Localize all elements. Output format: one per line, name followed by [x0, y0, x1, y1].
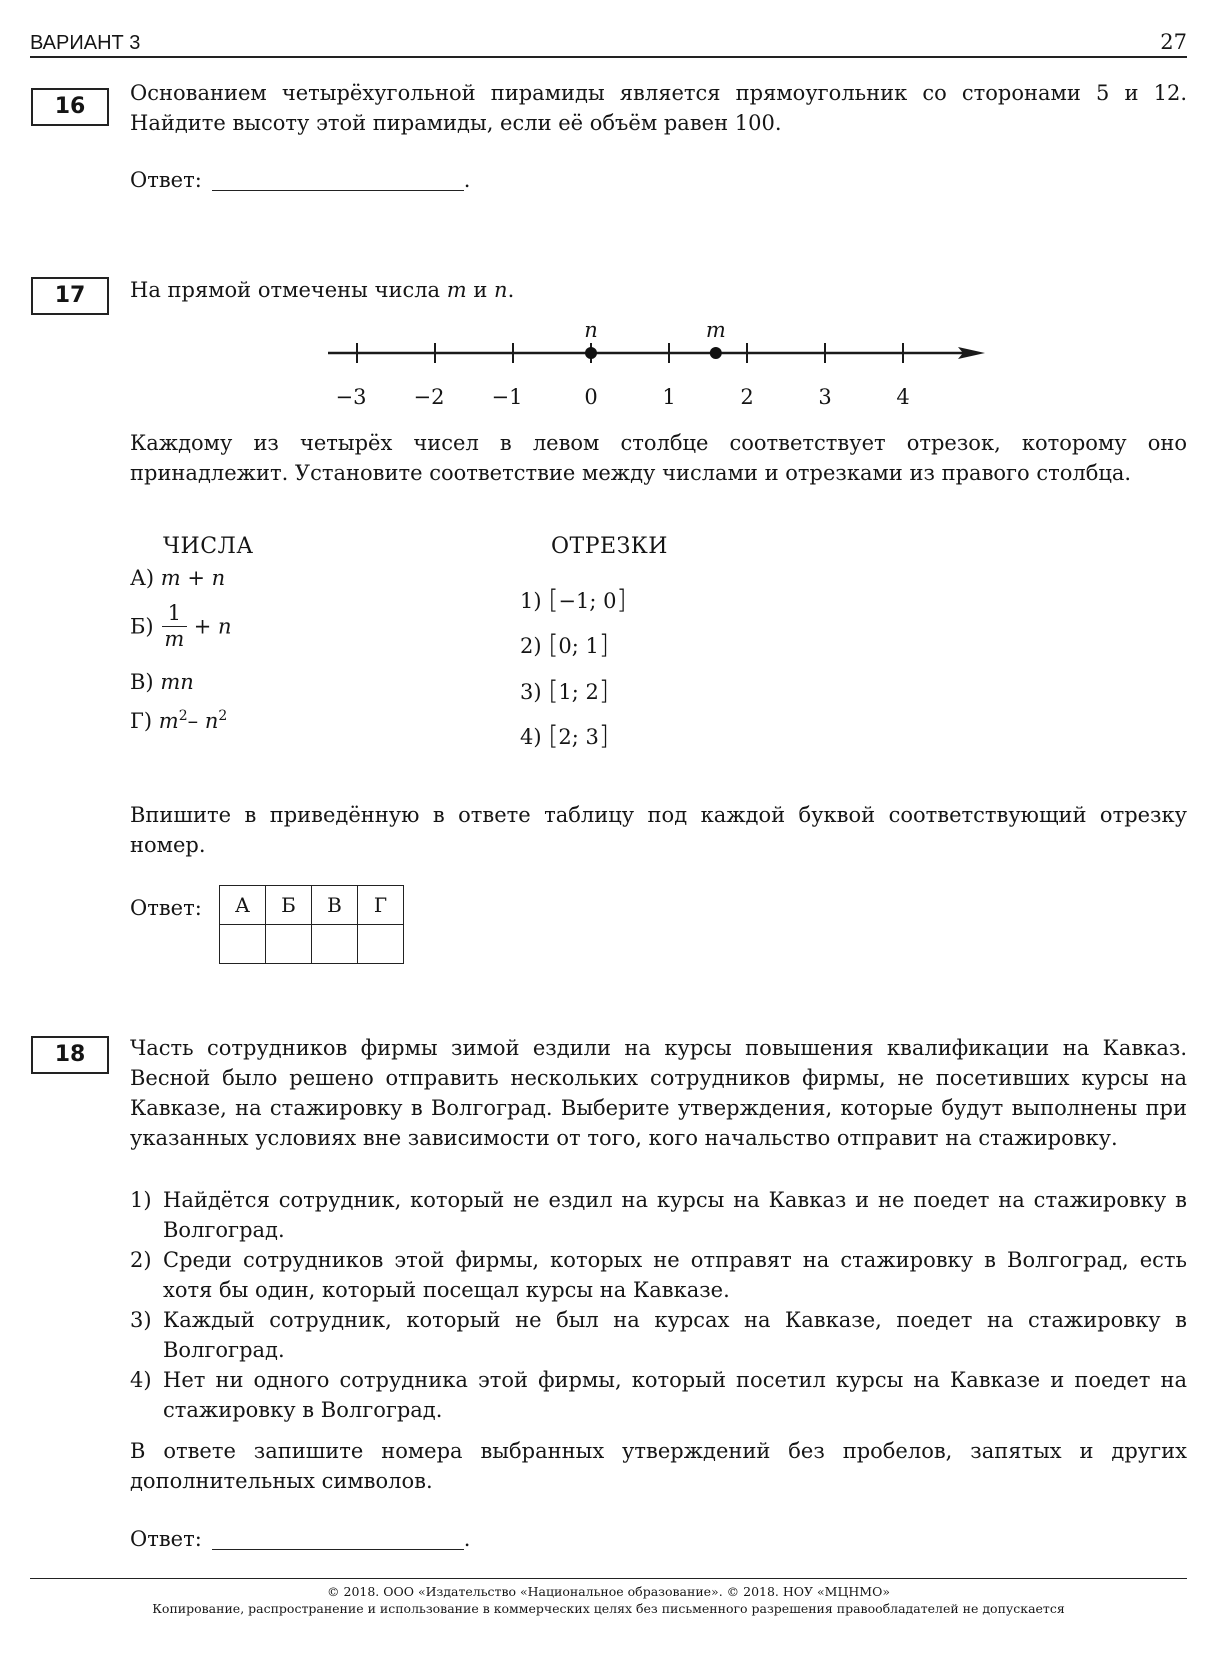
segment-4-interval: 2; 3 — [558, 725, 599, 749]
segment-1-interval: −1; 0 — [558, 589, 617, 613]
bracket-close: ] — [616, 585, 627, 615]
option-b-label: Б) — [130, 614, 154, 639]
answer-label: Ответ: — [130, 168, 202, 192]
task-17-statement: Каждому из четырёх чисел в левом столбце соответствует отрезок, которому оно принадлежит. Установите соответствие между числами и отрезками из правого столбца. — [130, 431, 1187, 485]
task-18-number: 18 — [31, 1036, 109, 1074]
segment-1 — [520, 585, 627, 615]
answer-col-b: Б — [266, 886, 312, 925]
option-g — [130, 708, 227, 733]
answer-table-input-row — [220, 925, 404, 964]
bracket-open: [ — [548, 676, 559, 706]
page-number: 27 — [1160, 30, 1187, 54]
option-g-n: n — [204, 709, 219, 733]
segment-2 — [520, 630, 609, 660]
statement-1 — [130, 1185, 1187, 1245]
answer-cell-v[interactable] — [312, 925, 358, 964]
answer-blank[interactable] — [212, 169, 464, 191]
segments-header: ОТРЕЗКИ — [551, 534, 668, 559]
segment-4-label: 4) — [520, 725, 542, 749]
statement-3-text: Каждый сотрудник, который не был на курсах на Кавказе, поедет на стажировку в Волгоград. — [163, 1308, 1187, 1362]
task-16-text — [130, 78, 1187, 138]
answer-blank[interactable] — [212, 1528, 464, 1550]
page-footer — [30, 1578, 1187, 1617]
task-17-instruction — [130, 800, 1187, 860]
option-a-label: А) — [130, 566, 155, 590]
segment-2-interval: 0; 1 — [558, 634, 599, 658]
option-b — [130, 602, 231, 651]
segment-2-label: 2) — [520, 634, 542, 658]
option-g-m: m — [158, 709, 179, 733]
task-18-instruction — [130, 1436, 1187, 1496]
task-18-answer — [130, 1527, 470, 1551]
point-m — [710, 347, 722, 359]
tick-label: 3 — [818, 385, 832, 405]
answer-cell-a[interactable] — [220, 925, 266, 964]
task-17-intro — [130, 275, 1187, 305]
tick-label: 1 — [662, 385, 676, 405]
answer-table — [219, 885, 404, 964]
task-16-statement: Основанием четырёхугольной пирамиды является прямоугольник со сторонами 5 и 12. Найдите высоту этой пирамиды, если её объём равен 100. — [130, 81, 1187, 135]
answer-table-header-row — [220, 886, 404, 925]
task-16-answer — [130, 168, 470, 192]
answer-col-g: Г — [358, 886, 404, 925]
var-m: m — [446, 278, 467, 302]
statement-4-label: 4) — [130, 1368, 152, 1392]
answer-end: . — [463, 1527, 471, 1551]
task-18-statement: Часть сотрудников фирмы зимой ездили на курсы повышения квалификации на Кавказ. Весной было решено отправить нескольких сотрудников фирмы, не посетивших курсы на Кавказе, на стажировку в Волгоград. Выберите утверждения, которые будут выполнены при указанных условиях вне зависимости от того, кого начальство отправит на стажировку. — [130, 1036, 1187, 1150]
statement-2-text: Среди сотрудников этой фирмы, которых не отправят на стажировку в Волгоград, есть хотя бы один, который посещал курсы на Кавказе. — [163, 1248, 1187, 1302]
statement-2-label: 2) — [130, 1248, 152, 1272]
fraction-numerator: 1 — [162, 602, 187, 627]
segment-3-interval: 1; 2 — [558, 680, 599, 704]
tick-label: −1 — [491, 385, 523, 405]
task-18-text — [130, 1033, 1187, 1153]
answer-cell-b[interactable] — [266, 925, 312, 964]
option-v-label: В) — [130, 670, 154, 694]
option-b-tail: + n — [193, 614, 232, 639]
task-18-instruction-text: В ответе запишите номера выбранных утверждений без пробелов, запятых и других дополнительных символов. — [130, 1439, 1187, 1493]
variant-title: ВАРИАНТ 3 — [30, 32, 141, 54]
number-line — [0, 315, 1216, 405]
statement-1-label: 1) — [130, 1188, 152, 1212]
task-17-instruction-text: Впишите в приведённую в ответе таблицу под каждой буквой соответствующий отрезку номер. — [130, 803, 1187, 857]
point-n-label: n — [584, 318, 598, 342]
bracket-open: [ — [548, 721, 559, 751]
answer-end: . — [463, 168, 471, 192]
statement-3 — [130, 1305, 1187, 1365]
intro-text: На прямой отмечены числа — [130, 278, 447, 302]
answer-col-v: В — [312, 886, 358, 925]
fraction — [162, 602, 187, 651]
option-a — [130, 566, 225, 590]
tick-label: −2 — [413, 385, 445, 405]
tick-label: 4 — [896, 385, 910, 405]
option-g-exp2: 2 — [218, 708, 228, 724]
answer-col-a: А — [220, 886, 266, 925]
option-g-minus: – — [187, 709, 205, 733]
intro-conj: и — [466, 278, 495, 302]
page-header — [30, 28, 1187, 58]
segment-3 — [520, 676, 609, 706]
bracket-open: [ — [548, 630, 559, 660]
option-a-expr: m + n — [160, 566, 226, 590]
numbers-header: ЧИСЛА — [163, 534, 254, 559]
option-v-expr: mn — [160, 670, 194, 694]
fraction-denominator: m — [164, 627, 185, 651]
intro-end: . — [507, 278, 515, 302]
task-17-number: 17 — [31, 277, 109, 315]
point-m-label: m — [705, 318, 726, 342]
segment-3-label: 3) — [520, 680, 542, 704]
var-n: n — [494, 278, 508, 302]
task-17-text — [130, 428, 1187, 488]
tick-label: 2 — [740, 385, 754, 405]
statement-4-text: Нет ни одного сотрудника этой фирмы, который посетил курсы на Кавказе и поедет на стажировку в Волгоград. — [163, 1368, 1187, 1422]
bracket-open: [ — [548, 585, 559, 615]
option-g-label: Г) — [130, 709, 153, 733]
statement-2 — [130, 1245, 1187, 1305]
answer-cell-g[interactable] — [358, 925, 404, 964]
tick-label: 0 — [584, 385, 598, 405]
footer-copyright: © 2018. ООО «Издательство «Национальное образование». © 2018. НОУ «МЦНМО» — [327, 1584, 890, 1599]
segment-4 — [520, 721, 609, 751]
option-v — [130, 670, 194, 694]
task-17-answer-label: Ответ: — [130, 896, 202, 920]
bracket-close: ] — [598, 721, 610, 751]
segment-1-label: 1) — [520, 589, 542, 613]
answer-label: Ответ: — [130, 1527, 202, 1551]
statement-3-label: 3) — [130, 1308, 152, 1332]
footer-notice: Копирование, распространение и использование в коммерческих целях без письменного разрешения правообладателей не допускается — [152, 1601, 1065, 1616]
task-16-number: 16 — [31, 88, 109, 126]
statement-4 — [130, 1365, 1187, 1425]
bracket-close: ] — [598, 676, 610, 706]
option-g-exp1: 2 — [178, 708, 188, 724]
statement-1-text: Найдётся сотрудник, который не ездил на курсы на Кавказ и не поедет на стажировку в Волгоград. — [163, 1188, 1187, 1242]
tick-label: −3 — [335, 385, 367, 405]
point-n — [585, 347, 597, 359]
bracket-close: ] — [598, 630, 610, 660]
